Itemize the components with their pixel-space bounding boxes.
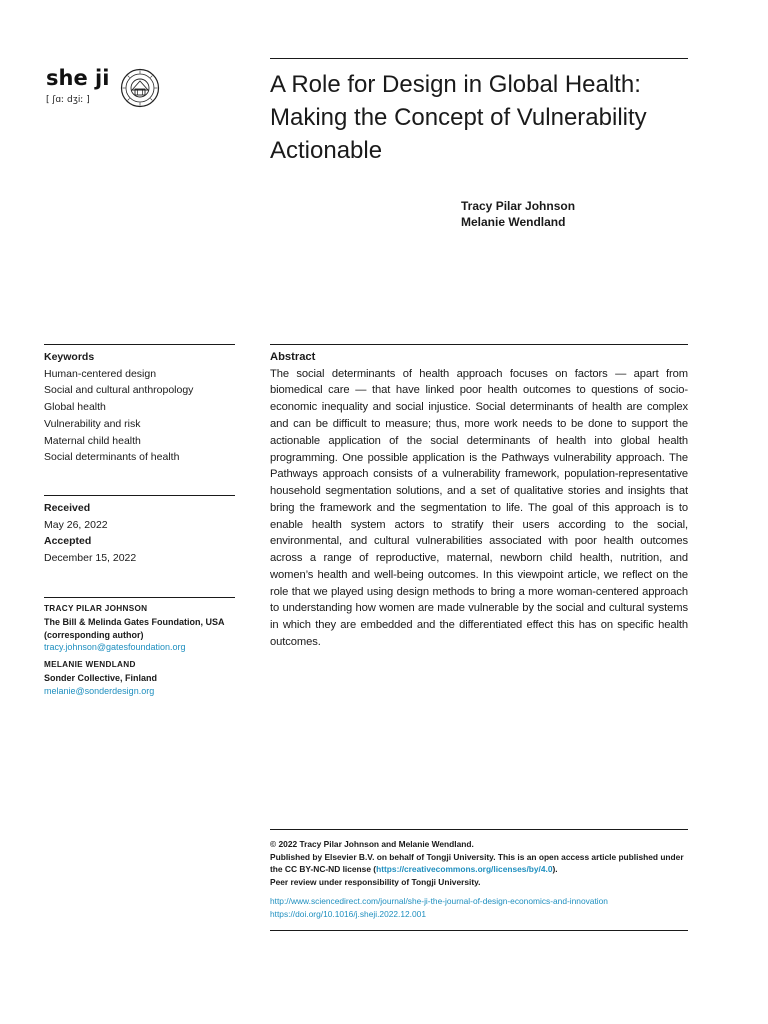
license-text-prefix: Published by Elsevier B.V. on behalf of Tongji University. This is an open access article published under the CC BY-NC-ND license ( — [270, 851, 684, 875]
keyword-item: Vulnerability and risk — [44, 417, 141, 430]
keyword-item: Social and cultural anthropology — [44, 384, 194, 397]
keyword-item: Global health — [44, 401, 106, 414]
abstract-text: The social determinants of health approach focuses on factors — apart from biomedical care — that have linked poor health outcomes to questions of socio-economic inequality and social injustice. Social determinants of health are complex and can be difficult to measure; thus, more work needs to be done to support the actionable application of the social determinants of health into global health programming. One possible application is the Pathways vulnerability approach. The Pathways approach consists of a vulnerability framework, population-representative household segmentation solutions, and a set of qualitative stories and insights that bring the framework and the segmentation to life. The goal of this approach is to enable health system actors to stratify their users according to the social, environmental, and cultural vulnerabilities associated with poor health outcomes across a range of reproductive, maternal, newborn child health, nutrition, and women’s health and well-being outcomes. In this viewpoint article, we reflect on the role that we played using design methods to bring a more woman-centered approach to understanding how women are made vulnerable by the social and cultural systems in which they are embedded and the differentiated effect this has on specific health outcomes. — [270, 367, 688, 648]
university-seal-icon — [120, 68, 160, 108]
accepted-label: Accepted — [44, 535, 92, 548]
author-name: Tracy Pilar Johnson — [461, 199, 576, 213]
doi-link[interactable]: https://doi.org/10.1016/j.sheji.2022.12.001 — [270, 908, 426, 919]
license-text-suffix: ). — [552, 864, 558, 875]
journal-url-link[interactable]: http://www.sciencedirect.com/journal/she-ji-the-journal-of-design-economics-and-innovation — [270, 896, 608, 907]
keywords-section — [44, 349, 239, 466]
keywords-rule — [44, 344, 235, 345]
keyword-item: Social determinants of health — [44, 451, 180, 464]
affiliation-author-name: TRACY PILAR JOHNSON — [44, 604, 148, 613]
author-email-link[interactable]: tracy.johnson@gatesfoundation.org — [44, 642, 186, 653]
affiliations-section — [44, 603, 239, 698]
footer-top-rule — [270, 829, 688, 830]
journal-logo — [46, 68, 166, 112]
accepted-date: December 15, 2022 — [44, 552, 137, 565]
abstract-heading: Abstract — [270, 351, 316, 363]
affiliation-organization: The Bill & Melinda Gates Foundation, USA — [44, 616, 225, 627]
keyword-item: Maternal child health — [44, 434, 141, 447]
received-label: Received — [44, 502, 91, 514]
affiliation-entry — [44, 659, 239, 697]
footer-links — [270, 895, 688, 920]
keyword-item: Human-centered design — [44, 367, 157, 380]
license-statement — [270, 851, 688, 876]
journal-logo-text: she ji — [46, 66, 110, 90]
dates-section — [44, 500, 239, 567]
license-link[interactable]: https://creativecommons.org/licenses/by/4.0 — [376, 864, 553, 875]
affiliation-author-name: MELANIE WENDLAND — [44, 660, 136, 670]
keywords-heading: Keywords — [44, 351, 95, 363]
affiliation-entry — [44, 603, 239, 654]
peer-review-note: Peer review under responsibility of Tongji University. — [270, 876, 481, 887]
author-email-link[interactable]: melanie@sonderdesign.org — [44, 685, 155, 696]
received-date: May 26, 2022 — [44, 518, 108, 531]
abstract-section — [270, 349, 688, 651]
footer-bottom-rule — [270, 930, 688, 931]
copyright-line: © 2022 Tracy Pilar Johnson and Melanie Wendland. — [270, 839, 474, 849]
dates-rule — [44, 495, 235, 496]
author-list — [461, 198, 575, 230]
journal-logo-pronunciation: [ ʃɑː dʒiː ] — [46, 95, 90, 105]
abstract-rule — [270, 344, 688, 345]
affiliations-rule — [44, 597, 235, 598]
author-name: Melanie Wendland — [461, 215, 566, 229]
affiliation-organization: Sonder Collective, Finland — [44, 672, 158, 683]
copyright-footer — [270, 838, 688, 921]
corresponding-author-note: (corresponding author) — [44, 629, 144, 640]
article-title: A Role for Design in Global Health: Making the Concept of Vulnerability Actionable — [270, 71, 647, 164]
title-top-rule — [270, 58, 688, 59]
